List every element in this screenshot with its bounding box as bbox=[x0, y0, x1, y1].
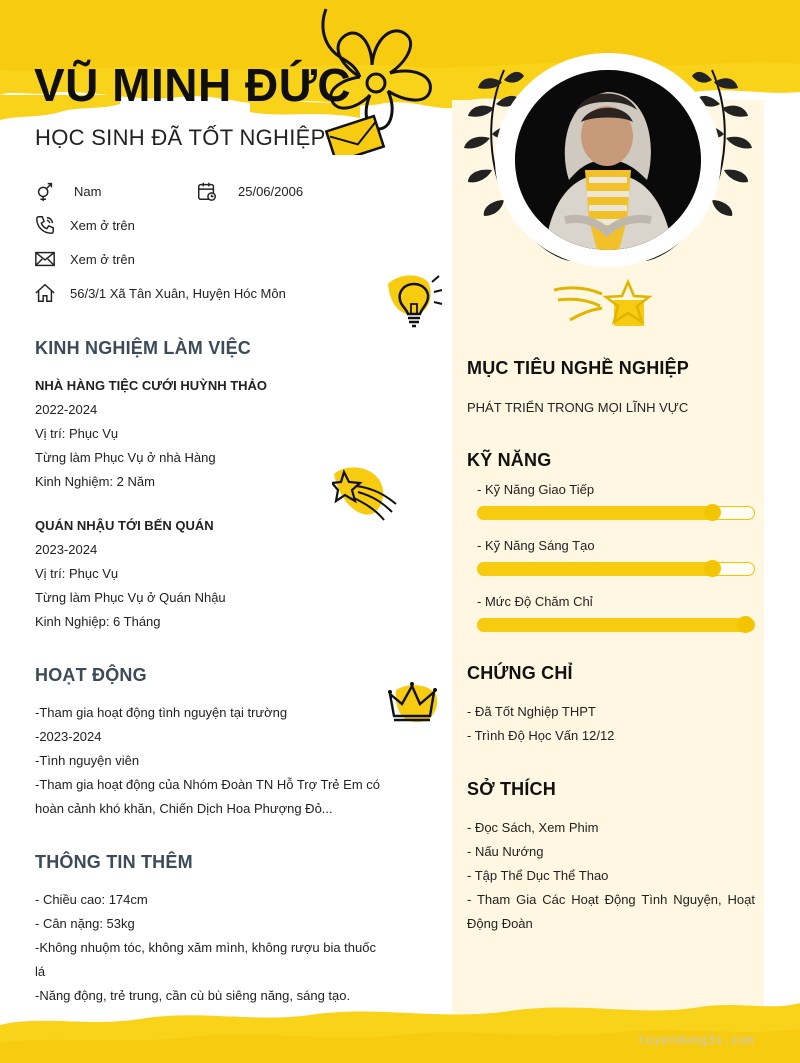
certificates-heading: CHỨNG CHỈ bbox=[467, 663, 573, 683]
skill-1-fill bbox=[477, 506, 719, 520]
skill-2-knob bbox=[704, 560, 721, 577]
gender-row bbox=[34, 180, 101, 202]
job-2-position: Vị trí: Phục Vụ bbox=[35, 566, 119, 581]
job-2-company: QUÁN NHẬU TỚI BẾN QUÁN bbox=[35, 518, 214, 533]
extra-line-3: -Không nhuộm tóc, không xăm mình, không rượu bia thuốc lá bbox=[35, 940, 376, 979]
avatar-photo bbox=[515, 70, 701, 250]
phone-icon bbox=[34, 214, 56, 236]
extra-info-heading: THÔNG TIN THÊM bbox=[35, 852, 193, 872]
email-value: Xem ở trên bbox=[70, 251, 135, 267]
shooting-star-doodle-icon bbox=[332, 464, 402, 524]
job-2-period: 2023-2024 bbox=[35, 542, 98, 557]
skill-3-fill bbox=[477, 618, 752, 632]
job-2-duration: Kinh Nghiệp: 6 Tháng bbox=[35, 614, 161, 629]
skill-2-label: - Kỹ Năng Sáng Tạo bbox=[477, 538, 595, 553]
address-value: 56/3/1 Xã Tân Xuân, Huyện Hóc Môn bbox=[70, 285, 286, 301]
candidate-title: HỌC SINH ĐÃ TỐT NGHIỆP bbox=[35, 125, 326, 150]
activities-heading: HOẠT ĐỘNG bbox=[35, 665, 147, 685]
hobby-line-4: - Tham Gia Các Hoạt Động Tình Nguyện, Hoạt Động Đoàn bbox=[467, 892, 755, 931]
skill-1-bar bbox=[477, 506, 755, 520]
email-row bbox=[34, 248, 135, 270]
candidate-name: VŨ MINH ĐỨC bbox=[34, 59, 352, 111]
avatar bbox=[515, 70, 701, 250]
lightbulb-doodle-icon bbox=[384, 270, 448, 334]
activity-line-4: -Tham gia hoạt động của Nhóm Đoàn TN Hỗ Trợ Trẻ Em có hoàn cảnh khó khăn, Chiến Dịch Hoa Phượng Đỏ... bbox=[35, 777, 380, 816]
objective-text: PHÁT TRIỂN TRONG MỌI LĨNH VỰC bbox=[467, 400, 689, 415]
dob-value: 25/06/2006 bbox=[238, 183, 304, 199]
skill-2-bar bbox=[477, 562, 755, 576]
job-2-detail: Từng làm Phục Vụ ở Quán Nhậu bbox=[35, 590, 226, 605]
star-swoosh-doodle-icon bbox=[548, 276, 656, 330]
phone-row bbox=[34, 214, 135, 236]
skill-3-knob bbox=[737, 616, 754, 633]
activity-line-1: -Tham gia hoạt động tình nguyện tại trường bbox=[35, 705, 288, 720]
skill-3-label: - Mức Độ Chăm Chỉ bbox=[477, 594, 593, 609]
activity-line-2: -2023-2024 bbox=[35, 729, 102, 744]
job-1-period: 2022-2024 bbox=[35, 402, 98, 417]
skill-1-label: - Kỹ Năng Giao Tiếp bbox=[477, 482, 595, 497]
gender-icon bbox=[34, 180, 56, 202]
gender-value: Nam bbox=[74, 183, 102, 199]
objective-heading: MỤC TIÊU NGHỀ NGHIỆP bbox=[467, 358, 690, 378]
certificate-line-1: - Đã Tốt Nghiệp THPT bbox=[467, 704, 596, 719]
job-1-duration: Kinh Nghiệm: 2 Năm bbox=[35, 474, 155, 489]
extra-line-4: -Năng động, trẻ trung, cần cù bù siêng năng, sáng tạo. bbox=[35, 988, 351, 1003]
email-icon bbox=[34, 248, 56, 270]
hobby-line-2: - Nấu Nướng bbox=[467, 844, 544, 859]
watermark: tuyendung3s.com bbox=[638, 1033, 754, 1047]
calendar-icon bbox=[196, 180, 218, 202]
job-1-position: Vị trí: Phục Vụ bbox=[35, 426, 119, 441]
hobby-line-1: - Đọc Sách, Xem Phim bbox=[467, 820, 599, 835]
address-row bbox=[34, 282, 286, 304]
dob-row bbox=[196, 180, 303, 202]
certificate-line-2: - Trình Độ Học Vấn 12/12 bbox=[467, 728, 615, 743]
skill-3-bar bbox=[477, 618, 755, 632]
phone-value: Xem ở trên bbox=[70, 217, 135, 233]
job-1-detail: Từng làm Phục Vụ ở nhà Hàng bbox=[35, 450, 216, 465]
activity-line-3: -Tình nguyện viên bbox=[35, 753, 140, 768]
skills-heading: KỸ NĂNG bbox=[467, 450, 552, 470]
hobbies-heading: SỞ THÍCH bbox=[467, 779, 556, 799]
home-icon bbox=[34, 282, 56, 304]
skill-1-knob bbox=[704, 504, 721, 521]
hobby-line-3: - Tập Thể Dục Thể Thao bbox=[467, 868, 609, 883]
crown-doodle-icon bbox=[388, 680, 440, 726]
experience-heading: KINH NGHIỆM LÀM VIỆC bbox=[35, 338, 252, 358]
job-1-company: NHÀ HÀNG TIỆC CƯỚI HUỲNH THẢO bbox=[35, 378, 268, 393]
skill-2-fill bbox=[477, 562, 719, 576]
extra-line-2: - Cân nặng: 53kg bbox=[35, 916, 135, 931]
extra-line-1: - Chiều cao: 174cm bbox=[35, 892, 148, 907]
